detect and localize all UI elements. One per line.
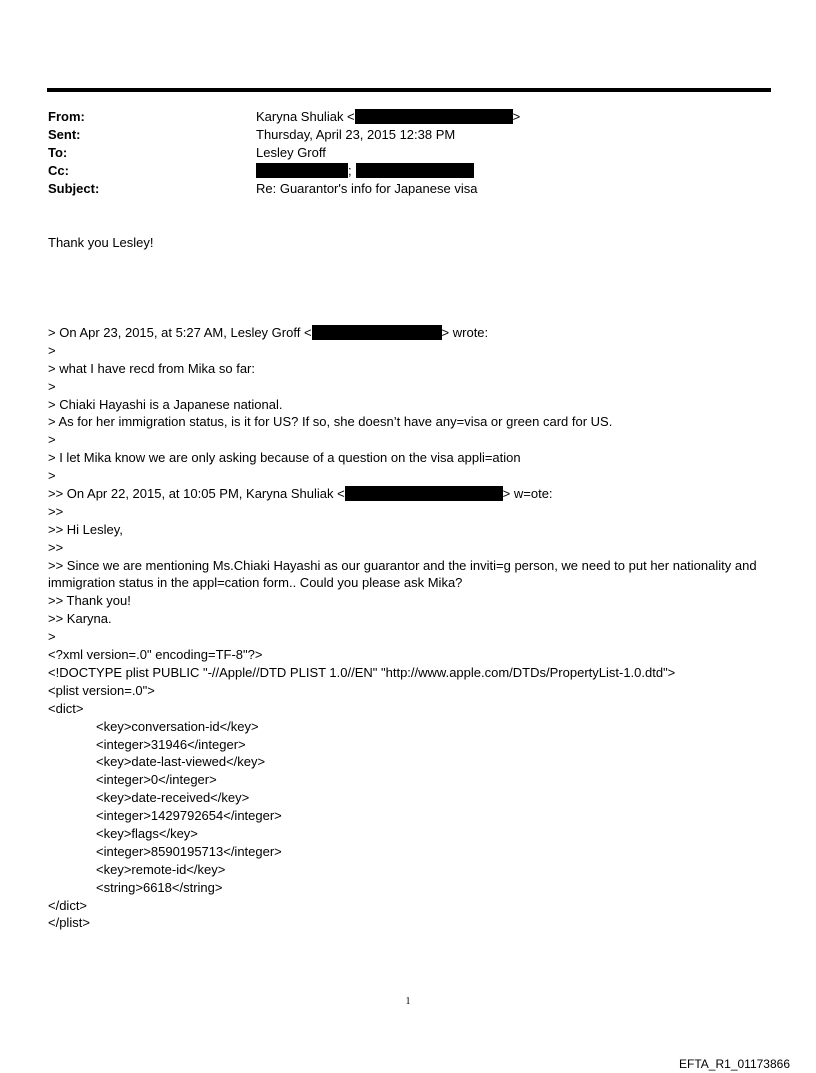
quote-line: > what I have recd from Mika so far: <box>48 360 255 376</box>
plist-line: <plist version=.0"> <box>48 682 155 698</box>
subject-label: Subject: <box>48 181 100 196</box>
quote-line: > <box>48 432 56 448</box>
plist-line: <dict> <box>48 700 84 716</box>
quote-line: > I let Mika know we are only asking because of a question on the visa appli=ation <box>48 450 521 466</box>
to-label: To: <box>48 145 68 160</box>
quote-line: > <box>48 342 56 358</box>
cc-label: Cc: <box>48 163 69 178</box>
quoted-thread <box>48 324 768 932</box>
quote-line: > <box>48 378 56 394</box>
subject-row <box>48 180 768 198</box>
plist-line: </plist> <box>48 915 90 931</box>
plist-line: <?xml version=.0" encoding=TF-8"?> <box>48 647 263 663</box>
plist-item: <key>date-last-viewed</key> <box>96 754 266 770</box>
quote-line: > As for her immigration status, is it for US? If so, she doesn’t have any=visa or green card for US. <box>48 414 613 430</box>
cc-row <box>48 162 768 180</box>
plist-item: <integer>0</integer> <box>96 772 217 788</box>
sent-row <box>48 126 768 144</box>
document-id: EFTA_R1_01173866 <box>679 1057 790 1071</box>
quote-line: >> Hi Lesley, <box>48 521 123 537</box>
from-row <box>48 108 768 126</box>
sent-value: Thursday, April 23, 2015 12:38 PM <box>256 127 456 142</box>
plist-line: </dict> <box>48 897 88 913</box>
from-value <box>256 108 520 126</box>
quote-line: >> Karyna. <box>48 611 112 627</box>
plist-item: <string>6618</string> <box>96 879 223 895</box>
cc-value <box>256 162 474 180</box>
page-number: 1 <box>405 996 411 1007</box>
quote-line: >> <box>48 539 64 555</box>
subject-value: Re: Guarantor's info for Japanese visa <box>256 181 478 196</box>
plist-item: <integer>1429792654</integer> <box>96 808 282 824</box>
redaction-box <box>356 163 474 178</box>
from-label: From: <box>48 109 85 124</box>
quote-line: > <box>48 468 56 484</box>
quote-line: > Chiaki Hayashi is a Japanese national. <box>48 396 283 412</box>
plist-item: <key>flags</key> <box>96 825 198 841</box>
redaction-box <box>355 109 513 124</box>
header-rule <box>47 88 771 92</box>
quote-line: >> <box>48 503 64 519</box>
greeting: Thank you Lesley! <box>48 235 154 250</box>
plist-item: <key>remote-id</key> <box>96 861 226 877</box>
redaction-box <box>256 163 348 178</box>
sent-label: Sent: <box>48 127 81 142</box>
from-name: Karyna Shuliak < <box>256 109 355 124</box>
quote-line: >> Thank you! <box>48 593 131 609</box>
redaction-box <box>312 325 442 340</box>
to-row <box>48 144 768 162</box>
cc-separator: ; <box>348 163 352 178</box>
quote-paragraph: >> Since we are mentioning Ms.Chiaki Hayashi as our guarantor and the inviti=g person, we need to put her nationality and immigration status in the appl=cation form.. Could you please ask Mika? <box>48 557 757 591</box>
plist-line: <!DOCTYPE plist PUBLIC "-//Apple//DTD PLIST 1.0//EN" "http://www.apple.com/DTDs/PropertyList-1.0.dtd"> <box>48 664 676 680</box>
plist-item: <integer>8590195713</integer> <box>96 843 282 859</box>
plist-item: <key>date-received</key> <box>96 790 250 806</box>
quote-line: > On Apr 23, 2015, at 5:27 AM, Lesley Groff < > wrote: <box>48 325 489 340</box>
to-value: Lesley Groff <box>256 145 326 160</box>
redaction-box <box>345 486 503 501</box>
from-close: > <box>512 109 521 124</box>
plist-item: <key>conversation-id</key> <box>96 718 259 734</box>
quote-line: > <box>48 629 56 645</box>
quote-line: >> On Apr 22, 2015, at 10:05 PM, Karyna Shuliak < > w=ote: <box>48 486 553 502</box>
plist-item: <integer>31946</integer> <box>96 736 246 752</box>
